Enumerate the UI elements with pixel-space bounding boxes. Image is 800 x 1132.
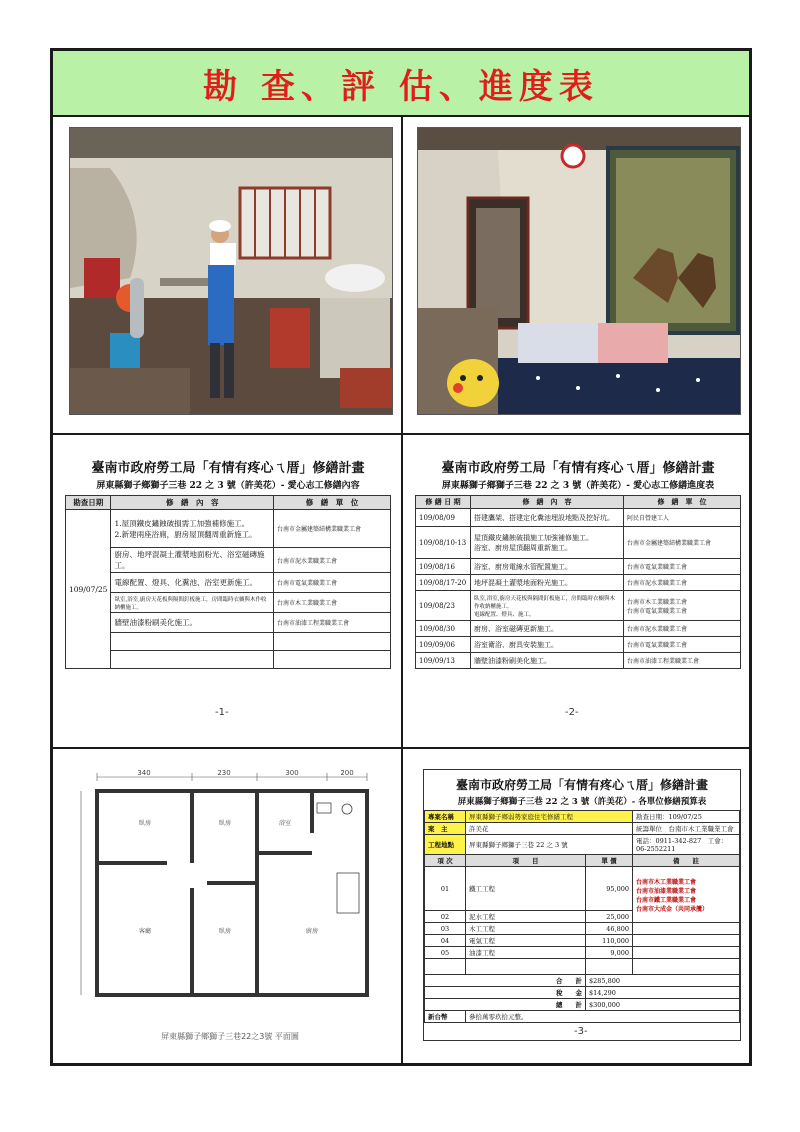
table-row bbox=[66, 573, 391, 593]
item-no: 05 bbox=[425, 947, 466, 959]
case-name: 屏東縣獅子鄉弱勢家庭住宅修繕工程 bbox=[466, 811, 633, 823]
plan1-page-number: -1- bbox=[215, 707, 229, 718]
item-name: 木工工程 bbox=[466, 923, 586, 935]
item-price: 110,000 bbox=[586, 935, 633, 947]
room-label: 臥房 bbox=[218, 928, 232, 935]
plan2-content: 廚房、浴室磁磚更新施工。 bbox=[471, 621, 624, 637]
row-divider-1 bbox=[53, 433, 749, 435]
item-no: 03 bbox=[425, 923, 466, 935]
table-row bbox=[416, 621, 741, 637]
tax: $14,290 bbox=[586, 987, 740, 999]
remark: 台南市大成金（共同承攬） bbox=[636, 905, 709, 913]
header-item: 項 目 bbox=[466, 855, 586, 867]
plan2-date: 109/09/06 bbox=[416, 637, 471, 653]
table-row bbox=[66, 593, 391, 613]
title-bar bbox=[53, 51, 749, 117]
table-row bbox=[425, 959, 740, 975]
column-divider bbox=[401, 115, 403, 1063]
owner-label: 案 主 bbox=[425, 823, 466, 835]
kitchen-photo-image bbox=[70, 128, 392, 414]
plan1-content: 牆壁油漆粉刷美化施工。 bbox=[111, 613, 274, 633]
table-row bbox=[425, 935, 740, 947]
plan1-header-unit: 修 繕 單 位 bbox=[274, 496, 391, 510]
plan1-date: 109/07/25 bbox=[66, 510, 111, 669]
plan1-unit bbox=[274, 633, 391, 651]
table-row bbox=[425, 823, 740, 835]
item-name: 電氣工程 bbox=[466, 935, 586, 947]
plan2-header-unit: 修 繕 單 位 bbox=[624, 496, 741, 509]
estimate-subtitle: 屏東縣獅子鄉獅子三巷 22 之 3 號（許美花）- 各單位修繕預算表 bbox=[457, 797, 707, 807]
item-name: 泥水工程 bbox=[466, 911, 586, 923]
repair-plan-doc bbox=[65, 449, 391, 729]
site: 屏東縣獅子鄉獅子三巷 22 之 3 號 bbox=[466, 835, 633, 855]
floor-plan-drawing bbox=[67, 763, 393, 1023]
plan1-unit: 台南市油漆工程業職業工會 bbox=[274, 613, 391, 633]
plan1-header-date: 勘查日期 bbox=[66, 496, 111, 510]
table-row bbox=[66, 613, 391, 633]
plan2-content: 地坪混凝土灌漿地面粉光施工。 bbox=[471, 575, 624, 591]
plan2-table bbox=[415, 495, 741, 669]
estimate-header-row bbox=[425, 855, 740, 867]
phone: 電話：0911-342-827 工會：06-2552211 bbox=[633, 835, 740, 855]
table-row bbox=[425, 947, 740, 959]
plan1-subtitle: 屏東縣獅子鄉獅子三巷 22 之 3 號（許美花）- 愛心志工修繕內容 bbox=[96, 481, 360, 491]
empty-cell bbox=[633, 959, 740, 975]
room-label: 浴室 bbox=[278, 820, 292, 827]
unit-label: 統籌單位 bbox=[636, 825, 662, 833]
plan2-unit: 台南市泥水業職業工會 bbox=[624, 575, 741, 591]
plan-dim-4: 200 bbox=[340, 769, 354, 777]
progress-plan-doc bbox=[415, 449, 741, 729]
plan2-date: 109/08/10-13 bbox=[416, 527, 471, 559]
plan1-header-row bbox=[66, 496, 391, 510]
plan1-table bbox=[65, 495, 391, 669]
table-row bbox=[66, 651, 391, 669]
twd-text: 參拾萬零玖拾元整。 bbox=[466, 1011, 740, 1023]
empty-cell bbox=[425, 959, 466, 975]
empty-cell bbox=[633, 923, 740, 935]
item-name: 油漆工程 bbox=[466, 947, 586, 959]
plan1-unit: 台南市電氣業職業工會 bbox=[274, 573, 391, 593]
table-row bbox=[66, 510, 391, 548]
table-row bbox=[416, 559, 741, 575]
header-no: 項 次 bbox=[425, 855, 466, 867]
plan1-unit: 台南市木工業職業工會 bbox=[274, 593, 391, 613]
item-price: 25,000 bbox=[586, 911, 633, 923]
item-no: 01 bbox=[425, 867, 466, 911]
table-row bbox=[425, 867, 740, 911]
plan2-content: 屋頂鐵皮鏽蝕破損施工加強補修施工。 浴室、廚房屋頂翻周重新施工。 bbox=[471, 527, 624, 559]
table-row bbox=[425, 811, 740, 823]
tax-label: 稅 金 bbox=[425, 987, 586, 999]
item-price: 95,000 bbox=[586, 867, 633, 911]
survey-date: 109/07/25 bbox=[668, 813, 702, 821]
estimate-page-number: -3- bbox=[574, 1026, 588, 1037]
table-row bbox=[416, 653, 741, 669]
table-row bbox=[416, 509, 741, 527]
item-price: 46,800 bbox=[586, 923, 633, 935]
plan2-date: 109/08/16 bbox=[416, 559, 471, 575]
remark: 台南市木工業職業工會 bbox=[636, 878, 697, 886]
table-row bbox=[425, 923, 740, 935]
remarks-cell bbox=[633, 867, 740, 923]
survey-date-cell: 勘查日期：109/07/25 bbox=[633, 811, 740, 823]
estimate-title: 臺南市政府勞工局「有情有疼心ㄟ厝」修繕計畫 bbox=[455, 778, 708, 792]
twd-label: 新台幣 bbox=[425, 1011, 466, 1023]
owner: 許美花 bbox=[466, 823, 633, 835]
plan1-unit bbox=[274, 651, 391, 669]
plan1-content bbox=[111, 651, 274, 669]
plan2-header-date: 修 繕 日 期 bbox=[416, 496, 471, 509]
plan2-content: 牆壁油漆粉刷美化施工。 bbox=[471, 653, 624, 669]
plan2-unit: 台南市泥水業職業工會 bbox=[624, 621, 741, 637]
plan2-unit: 台南市電氣業職業工會 bbox=[624, 637, 741, 653]
header-price: 單 價 bbox=[586, 855, 633, 867]
page-title: 勘 查、評 估、進度表 bbox=[203, 66, 599, 107]
table-row bbox=[416, 591, 741, 621]
plan2-unit: 台南市金屬建築結構業職業工會 bbox=[624, 527, 741, 559]
plan2-unit: 台南市電氣業職業工會 bbox=[624, 559, 741, 575]
remark: 台南市油漆業職業工會 bbox=[636, 887, 697, 895]
plan-dim-2: 230 bbox=[217, 769, 231, 777]
plan1-unit: 台南市泥水業職業工會 bbox=[274, 548, 391, 573]
budget-estimate-doc bbox=[423, 769, 741, 1041]
floor-plan-caption: 屏東縣獅子鄉獅子三巷22之3號 平面圖 bbox=[161, 1032, 299, 1041]
unit: 台南市木工業職業工會 bbox=[668, 825, 734, 833]
plan2-title: 臺南市政府勞工局「有情有疼心ㄟ厝」修繕計畫 bbox=[441, 461, 715, 476]
bedroom-photo bbox=[417, 127, 741, 415]
subtotal: $285,800 bbox=[586, 975, 740, 987]
room-label: 廚房 bbox=[305, 928, 319, 935]
bedroom-photo-image bbox=[418, 128, 740, 414]
table-row bbox=[416, 527, 741, 559]
plan1-content: 廚房、地坪混凝土灌漿地面粉光、浴室磁磚施工。 bbox=[111, 548, 274, 573]
item-no: 04 bbox=[425, 935, 466, 947]
plan1-content: 臥室,浴室,廚房天花板與隔間釘板施工，房間臨時衣櫥與木作收納櫃施工。 bbox=[111, 593, 274, 613]
total-label: 總 計 bbox=[425, 999, 586, 1011]
case-name-label: 專案名稱 bbox=[425, 811, 466, 823]
survey-date-label: 勘查日期 bbox=[636, 813, 662, 821]
table-row bbox=[425, 975, 740, 987]
site-label: 工程地點 bbox=[425, 835, 466, 855]
item-no: 02 bbox=[425, 911, 466, 923]
plan2-content: 浴室、廚房電線水管配置施工。 bbox=[471, 559, 624, 575]
plan2-date: 109/08/30 bbox=[416, 621, 471, 637]
table-row bbox=[425, 987, 740, 999]
empty-cell bbox=[633, 935, 740, 947]
item-price: 9,000 bbox=[586, 947, 633, 959]
plan2-date: 109/08/17-20 bbox=[416, 575, 471, 591]
room-label: 客廳 bbox=[138, 928, 152, 935]
item-name: 鐵工工程 bbox=[466, 867, 586, 911]
plan2-header-row bbox=[416, 496, 741, 509]
total: $300,000 bbox=[586, 999, 740, 1011]
plan2-page-number: -2- bbox=[565, 707, 579, 718]
room-label: 臥房 bbox=[138, 820, 152, 827]
estimate-table bbox=[424, 810, 740, 1023]
plan2-header-content: 修 繕 內 容 bbox=[471, 496, 624, 509]
kitchen-photo bbox=[69, 127, 393, 415]
plan2-unit: 台南市油漆工程業職業工會 bbox=[624, 653, 741, 669]
remark: 台南市鐵工業職業工會 bbox=[636, 896, 697, 904]
plan1-content: 電線配置、燈具、化糞池、浴室更新施工。 bbox=[111, 573, 274, 593]
plan-dim-1: 340 bbox=[137, 769, 151, 777]
plan2-unit: 台南市木工業職業工會 台南市電氣業職業工會 bbox=[624, 591, 741, 621]
plan2-subtitle: 屏東縣獅子鄉獅子三巷 22 之 3 號（許美花）- 愛心志工修繕進度表 bbox=[441, 481, 715, 491]
plan-dim-3: 300 bbox=[285, 769, 299, 777]
table-row bbox=[425, 1011, 740, 1023]
table-row bbox=[416, 637, 741, 653]
unit-cell bbox=[633, 823, 740, 835]
page-frame bbox=[50, 48, 752, 1066]
table-row bbox=[66, 633, 391, 651]
subtotal-label: 合 計 bbox=[425, 975, 586, 987]
room-label: 臥房 bbox=[218, 820, 232, 827]
plan2-content: 搭建鷹架、搭建定化糞池埋設地點及挖好坑。 bbox=[471, 509, 624, 527]
empty-cell bbox=[586, 959, 633, 975]
row-divider-2 bbox=[53, 747, 749, 749]
plan2-date: 109/08/09 bbox=[416, 509, 471, 527]
table-row bbox=[425, 999, 740, 1011]
plan1-unit: 台南市金屬建築結構業職業工會 bbox=[274, 510, 391, 548]
plan2-content: 臥室,浴室,廚房天花板與隔間釘板施工，房間臨時衣櫥與木作收納櫃施工。 電線配置、燈具、施工。 bbox=[471, 591, 624, 621]
plan1-content: 1.屋頂鐵皮鏽蝕破損需工加強補修施工。 2.新建兩座浴廁，廚房屋頂翻周重新施工。 bbox=[111, 510, 274, 548]
plan2-date: 109/08/23 bbox=[416, 591, 471, 621]
empty-cell bbox=[466, 959, 586, 975]
plan1-content bbox=[111, 633, 274, 651]
table-row bbox=[425, 835, 740, 855]
plan1-header-content: 修 繕 內 容 bbox=[111, 496, 274, 510]
plan1-title: 臺南市政府勞工局「有情有疼心ㄟ厝」修繕計畫 bbox=[91, 461, 365, 476]
header-remark: 備 註 bbox=[633, 855, 740, 867]
plan2-unit: 阿民自營建工人 bbox=[624, 509, 741, 527]
empty-cell bbox=[633, 947, 740, 959]
table-row bbox=[416, 575, 741, 591]
floor-plan-doc bbox=[67, 763, 393, 1055]
plan2-content: 浴室衛浴、廚具安裝施工。 bbox=[471, 637, 624, 653]
table-row bbox=[66, 548, 391, 573]
plan2-date: 109/09/13 bbox=[416, 653, 471, 669]
